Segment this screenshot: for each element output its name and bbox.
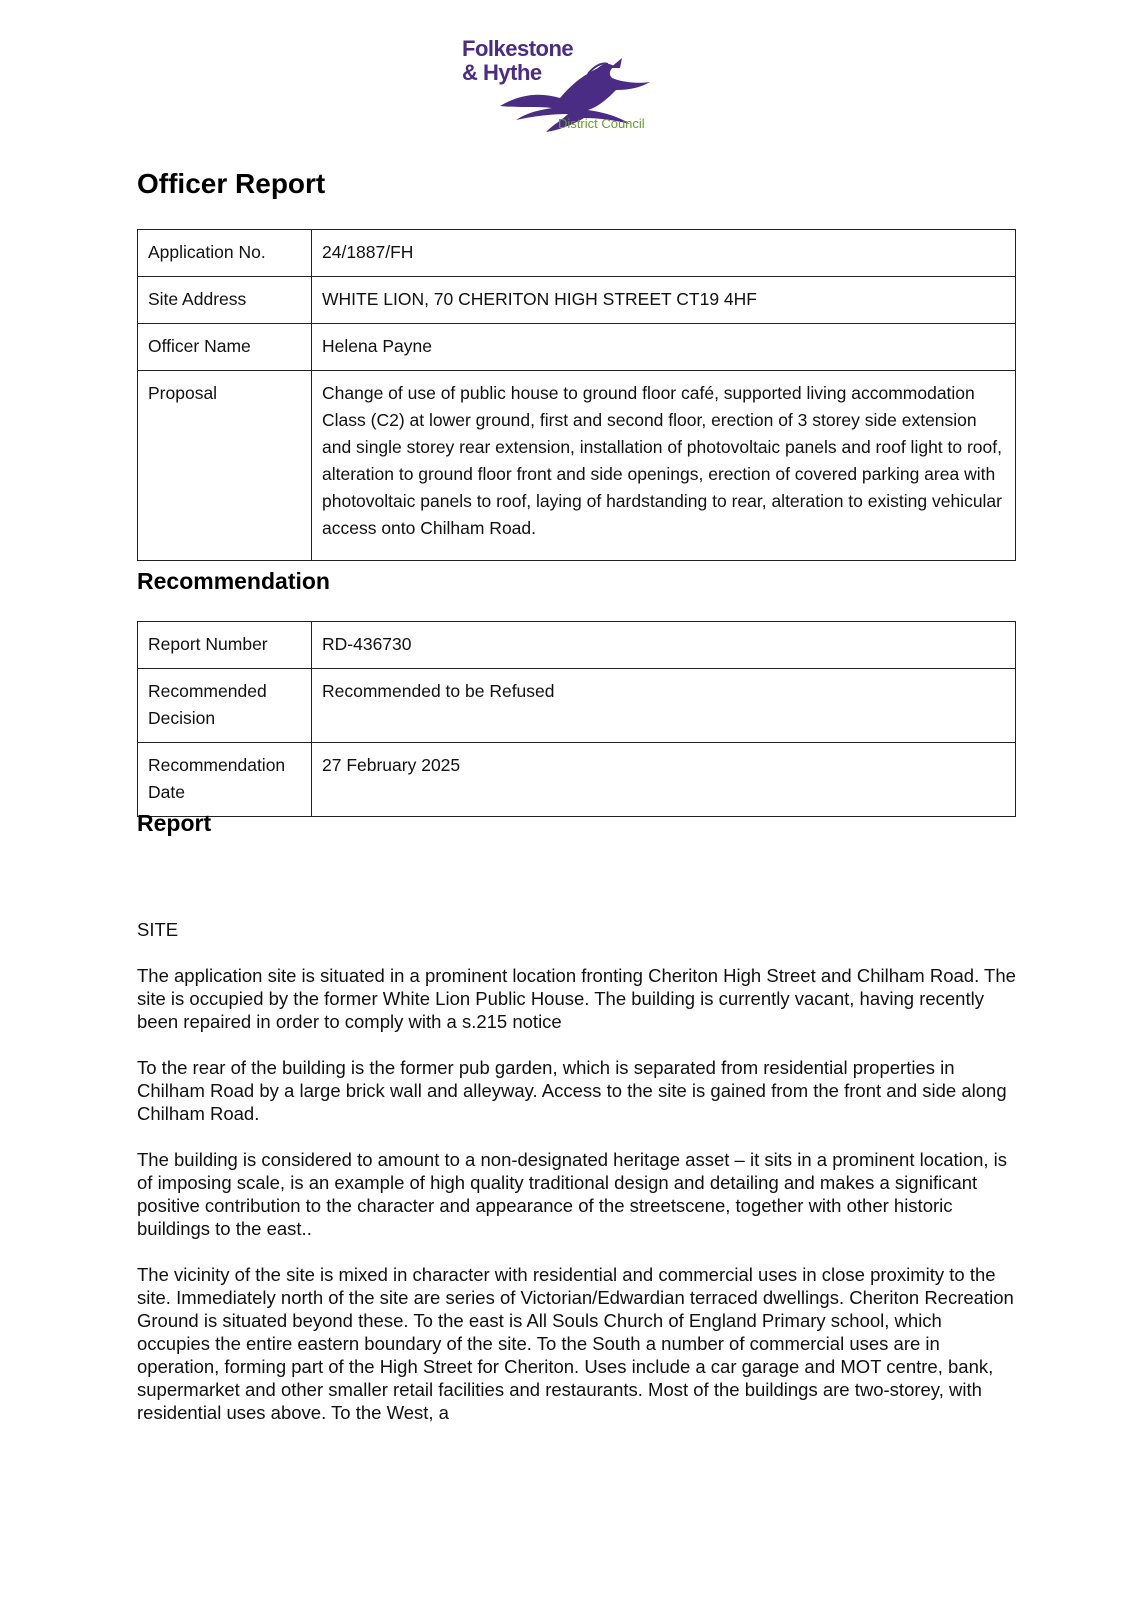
table-row xyxy=(138,230,1016,277)
report-paragraph: The building is considered to amount to a non-designated heritage asset – it sits in a prominent location, is of imposing scale, is an example of high quality traditional design and detailing and makes a significant positive contribution to the character and appearance of the streetscene, together with other historic buildings to the east.. xyxy=(137,1149,1008,1239)
row-label: Report Number xyxy=(138,622,312,669)
row-label: Officer Name xyxy=(138,324,312,371)
row-label: Site Address xyxy=(138,277,312,324)
report-body xyxy=(137,918,1017,1447)
row-value: RD-436730 xyxy=(312,622,1016,669)
logo-line-3: District Council xyxy=(558,116,645,131)
report-paragraph: The vicinity of the site is mixed in character with residential and commercial uses in close proximity to the site. Immediately north of the site are series of Victorian/Edwardian terraced dwellings. Cheriton Recreation Ground is situated beyond these. To the east is All Souls Church of England Primary school, which occupies the entire eastern boundary of the site. To the South a number of commercial uses are in operation, forming part of the High Street for Cheriton. Uses include a car garage and MOT centre, bank, supermarket and other smaller retail facilities and restaurants. Most of the buildings are two-storey, with residential uses above. To the West, a xyxy=(137,1264,1014,1423)
row-label: Recommendation Date xyxy=(138,743,312,817)
report-paragraph: The application site is situated in a prominent location fronting Cheriton High Street and Chilham Road. The site is occupied by the former White Lion Public House. The building is currently vacant, having recently been repaired in order to comply with a s.215 notice xyxy=(137,965,1016,1032)
table-row xyxy=(138,371,1016,561)
table-row xyxy=(138,277,1016,324)
row-label: Recommended Decision xyxy=(138,669,312,743)
recommendation-heading: Recommendation xyxy=(137,568,330,594)
logo-line-1: Folkestone xyxy=(462,36,574,61)
application-details-table xyxy=(137,229,1016,561)
row-value: Change of use of public house to ground floor café, supported living accommodation Class (C2) at lower ground, first and second floor, erection of 3 storey side extension and single storey rear extension, installation of photovoltaic panels and roof light to roof, alteration to ground floor front and side openings, erection of covered parking area with photovoltaic panels to roof, laying of hardstanding to rear, alteration to existing vehicular access onto Chilham Road. xyxy=(312,371,1016,561)
logo-line-2: & Hythe xyxy=(462,60,542,85)
row-value: 24/1887/FH xyxy=(312,230,1016,277)
row-value: Recommended to be Refused xyxy=(312,669,1016,743)
table-row xyxy=(138,669,1016,743)
report-paragraph: To the rear of the building is the former pub garden, which is separated from residential properties in Chilham Road by a large brick wall and alleyway. Access to the site is gained from the front and side along Chilham Road. xyxy=(137,1057,1007,1124)
row-value: WHITE LION, 70 CHERITON HIGH STREET CT19 4HF xyxy=(312,277,1016,324)
site-heading: SITE xyxy=(137,919,179,940)
row-value: Helena Payne xyxy=(312,324,1016,371)
table-row xyxy=(138,324,1016,371)
row-value: 27 February 2025 xyxy=(312,743,1016,817)
page-title: Officer Report xyxy=(137,168,326,199)
row-label: Application No. xyxy=(138,230,312,277)
row-label: Proposal xyxy=(138,371,312,561)
table-row xyxy=(138,622,1016,669)
report-heading: Report xyxy=(137,810,212,836)
council-logo xyxy=(462,36,662,140)
recommendation-table xyxy=(137,621,1016,817)
table-row xyxy=(138,743,1016,817)
